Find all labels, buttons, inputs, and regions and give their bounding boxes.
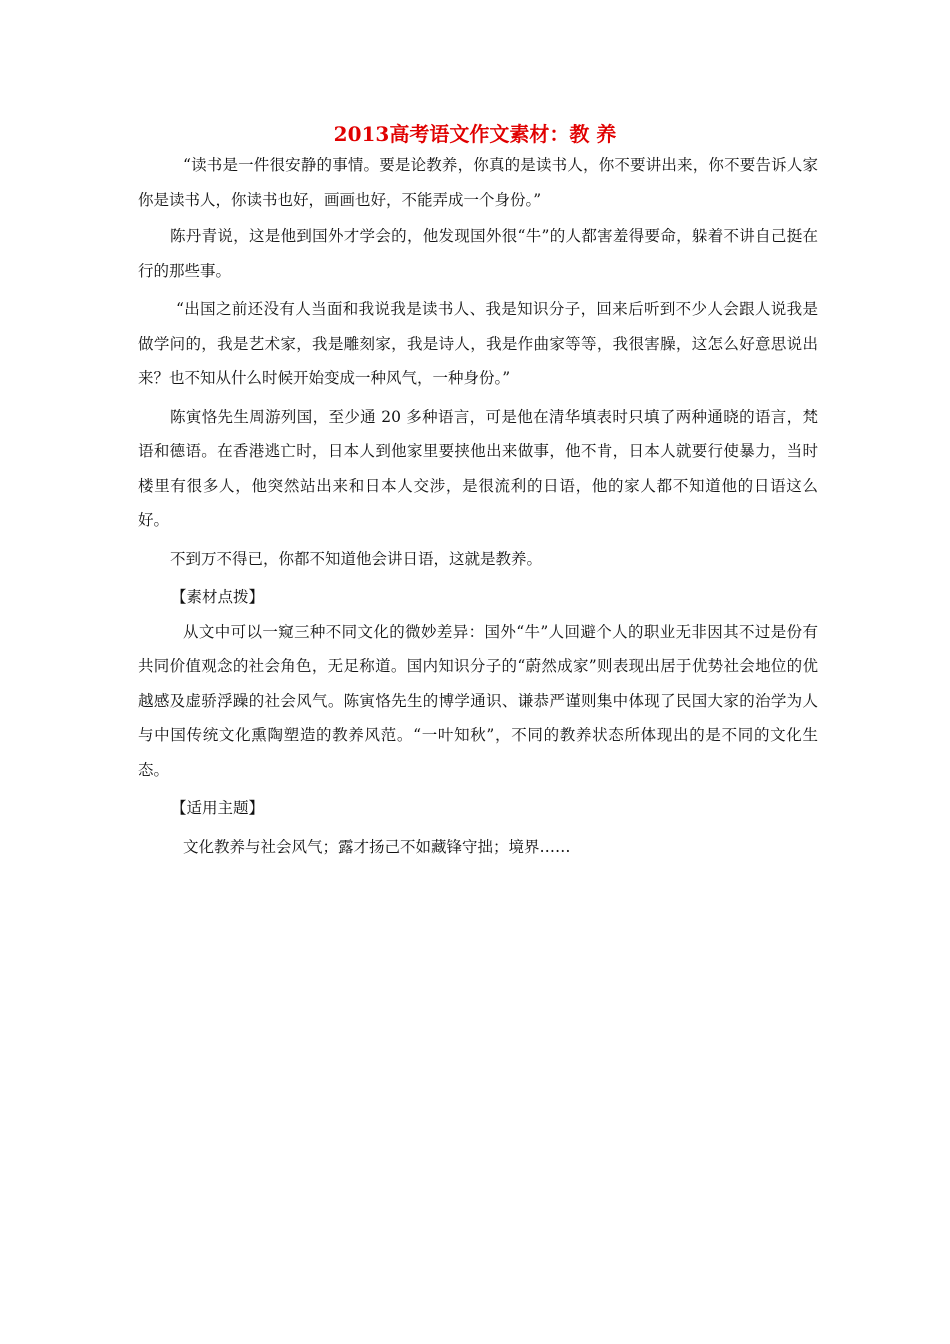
document-body bbox=[138, 148, 818, 864]
paragraph-quote-reading: “读书是一件很安静的事情。要是论教养，你真的是读书人，你不要讲出来，你不要告诉人家你是读书人，你读书也好，画画也好，不能弄成一个身份。” bbox=[138, 156, 818, 209]
paragraph-conclusion: 不到万不得已，你都不知道他会讲日语，这就是教养。 bbox=[170, 549, 543, 568]
paragraph-chen-yinke: 陈寅恪先生周游列国，至少通 20 多种语言，可是他在清华填表时只填了两种通晓的语言，梵语和德语。在香港逃亡时，日本人到他家里要挟他出来做事，他不肯，日本人就要行使暴力，当时楼里有很多人，他突然站出来和日本人交涉，是很流利的日语，他的家人都不知道他的日语这么好。 bbox=[138, 407, 818, 529]
section-body-material-notes: 从文中可以一窥三种不同文化的微妙差异：国外“牛”人回避个人的职业无非因其不过是份有共同价值观念的社会角色，无足称道。国内知识分子的“蔚然成家”则表现出居于优势社会地位的优越感及虚骄浮躁的社会风气。陈寅恪先生的博学通识、谦恭严谨则集中体现了民国大家的治学为人与中国传统文化熏陶塑造的教养风范。“一叶知秋”，不同的教养状态所体现出的是不同的文化生态。 bbox=[138, 622, 818, 779]
section-heading-applicable-themes: 【适用主题】 bbox=[171, 799, 265, 817]
paragraph-chen-danqing: 陈丹青说，这是他到国外才学会的，他发现国外很“牛”的人都害羞得要命，躲着不讲自己挺在行的那些事。 bbox=[138, 227, 818, 280]
section-heading-material-notes: 【素材点拨】 bbox=[171, 588, 265, 606]
document-title: 2013高考语文作文素材：教 养 bbox=[333, 122, 617, 146]
section-body-applicable-themes: 文化教养与社会风气；露才扬己不如藏锋守拙；境界…… bbox=[183, 837, 571, 856]
paragraph-quote-abroad: “出国之前还没有人当面和我说我是读书人、我是知识分子，回来后听到不少人会跟人说我是做学问的，我是艺术家，我是雕刻家，我是诗人，我是作曲家等等，我很害臊，这怎么好意思说出来？也不知从什么时候开始变成一种风气，一种身份。” bbox=[138, 300, 818, 387]
